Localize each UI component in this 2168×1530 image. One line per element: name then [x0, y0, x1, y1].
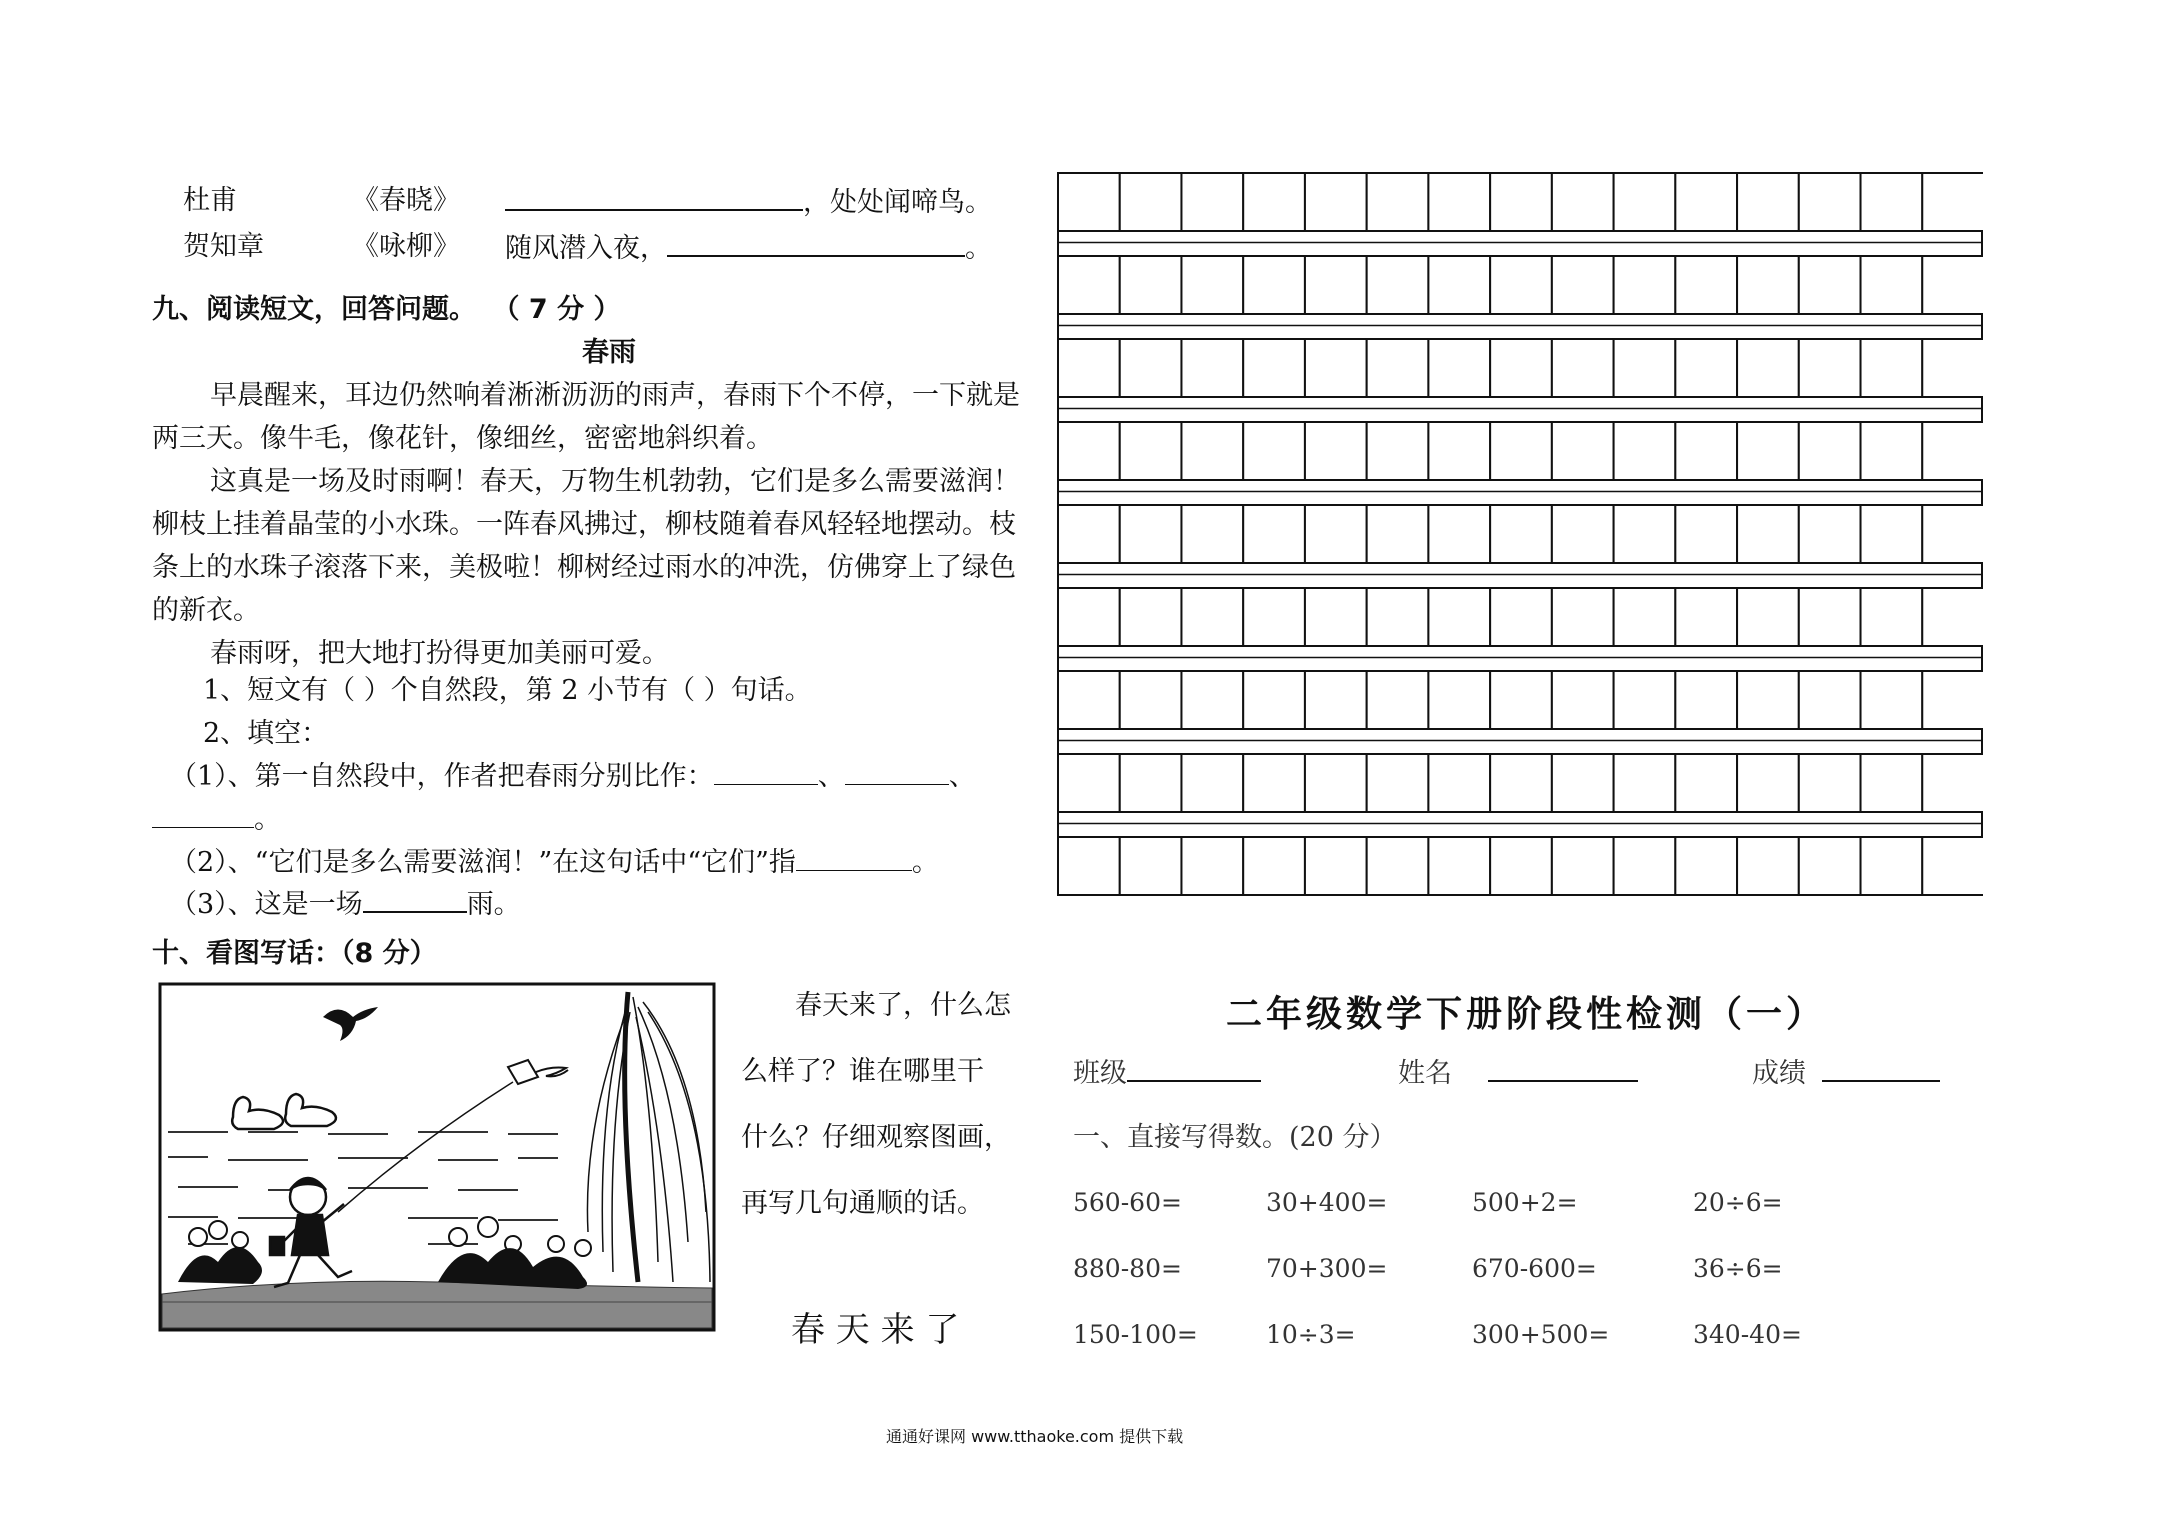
math-r3c1: 150-100= [1073, 1320, 1198, 1349]
grid-cell [1799, 256, 1861, 314]
grid-cell [1861, 837, 1923, 895]
grid-cell [1737, 754, 1799, 812]
math-r1c1: 560-60= [1073, 1188, 1182, 1217]
name-blank[interactable] [1488, 1054, 1638, 1082]
grid-cell [1243, 588, 1305, 646]
grid-cell [1552, 422, 1614, 480]
grid-cell [1243, 505, 1305, 563]
grid-cell [1922, 754, 1983, 812]
poem-author-1: 杜甫 [183, 185, 237, 216]
grid-cell [1675, 422, 1737, 480]
grid-cell [1614, 339, 1676, 397]
grid-cell [1861, 173, 1923, 231]
q2-1-end: 。 [254, 804, 281, 835]
grid-cell [1675, 505, 1737, 563]
grid-cell [1428, 505, 1490, 563]
q2-1-sep2: 、 [948, 761, 976, 792]
grid-cell [1799, 505, 1861, 563]
grid-cell [1367, 339, 1429, 397]
grid-cell [1120, 339, 1182, 397]
grid-cell [1799, 339, 1861, 397]
grid-cell [1367, 588, 1429, 646]
question-2-1-cont [152, 801, 281, 838]
poem-line-2 [505, 229, 992, 267]
grid-cell [1490, 422, 1552, 480]
passage-title: 春雨 [582, 337, 636, 368]
grid-cell [1243, 671, 1305, 729]
grid-cell [1367, 422, 1429, 480]
grid-cell [1305, 754, 1367, 812]
grid-cell [1058, 588, 1120, 646]
name-field [1398, 1054, 1638, 1092]
math-r3c2: 10÷3= [1266, 1320, 1356, 1349]
grid-cell [1614, 588, 1676, 646]
math-r2c1: 880-80= [1073, 1254, 1182, 1283]
q2-2-end: 。 [911, 847, 939, 878]
grid-cell [1243, 256, 1305, 314]
writing-prompt-line-4: 再写几句通顺的话。 [741, 1188, 984, 1219]
grid-cell [1737, 256, 1799, 314]
grid-cell [1428, 173, 1490, 231]
class-field [1073, 1054, 1261, 1092]
grid-cell [1305, 339, 1367, 397]
poem-title-1: 《春晓》 [352, 185, 460, 216]
grid-cell [1675, 173, 1737, 231]
section9-heading-text: 九、阅读短文，回答问题。 [152, 294, 476, 325]
grid-cell [1490, 671, 1552, 729]
grid-cell [1552, 256, 1614, 314]
math-r1c2: 30+400= [1266, 1188, 1388, 1217]
grid-cell [1737, 505, 1799, 563]
grid-cell [1861, 505, 1923, 563]
grid-cell [1490, 588, 1552, 646]
grid-cell [1428, 754, 1490, 812]
grid-cell [1428, 339, 1490, 397]
grid-cell [1490, 173, 1552, 231]
grid-cell [1490, 339, 1552, 397]
grid-cell [1675, 837, 1737, 895]
grid-cell [1490, 256, 1552, 314]
poem-blank-1[interactable] [505, 183, 992, 221]
math-r2c3: 670-600= [1472, 1254, 1597, 1283]
grid-cell [1181, 837, 1243, 895]
grid-cell [1737, 588, 1799, 646]
grid-cell [1614, 505, 1676, 563]
section10-heading: 十、看图写话：（8 分） [152, 938, 437, 969]
grid-cell [1428, 837, 1490, 895]
name-label: 姓名 [1398, 1058, 1452, 1089]
grid-cell [1058, 339, 1120, 397]
grid-cell [1243, 422, 1305, 480]
grid-cell [1305, 588, 1367, 646]
grid-cell [1614, 256, 1676, 314]
math-r1c4: 20÷6= [1693, 1188, 1783, 1217]
grid-cell [1428, 422, 1490, 480]
grid-cell [1181, 588, 1243, 646]
grid-cell [1799, 422, 1861, 480]
math-title: 二年级数学下册阶段性检测（一） [1226, 994, 1827, 1035]
grid-cell [1305, 837, 1367, 895]
grid-cell [1922, 837, 1983, 895]
q2-1-sep1: 、 [817, 761, 845, 792]
grid-cell [1861, 671, 1923, 729]
grid-cell [1367, 173, 1429, 231]
grid-cell [1367, 256, 1429, 314]
grid-cell [1120, 505, 1182, 563]
section9-heading [152, 292, 621, 328]
grid-cell [1181, 754, 1243, 812]
grid-cell [1675, 754, 1737, 812]
score-field [1752, 1054, 1940, 1092]
grid-cell [1120, 256, 1182, 314]
writing-grid[interactable] [1057, 172, 1983, 905]
grid-cell [1552, 671, 1614, 729]
grid-cell [1120, 671, 1182, 729]
writing-prompt-line-3: 什么？仔细观察图画， [741, 1122, 1011, 1153]
grid-cell [1737, 173, 1799, 231]
grid-cell [1861, 588, 1923, 646]
grid-cell [1799, 671, 1861, 729]
grid-cell [1675, 671, 1737, 729]
grid-cell [1243, 754, 1305, 812]
grid-cell [1181, 671, 1243, 729]
grid-cell [1120, 588, 1182, 646]
grid-cell [1305, 505, 1367, 563]
q2-1-blank-a[interactable] [714, 758, 818, 785]
math-r3c4: 340-40= [1693, 1320, 1802, 1349]
grid-cell [1861, 339, 1923, 397]
grid-cell [1861, 422, 1923, 480]
passage-p2: 这真是一场及时雨啊！春天，万物生机勃勃，它们是多么需要滋润！柳枝上挂着晶莹的小水珠。一阵春风拂过，柳枝随着春风轻轻地摆动。枝条上的水珠子滚落下来，美极啦！柳树经过雨水的冲洗，仿佛穿上了绿色的新衣。 [152, 466, 1020, 626]
grid-cell [1737, 671, 1799, 729]
footer: 通通好课网 www.tthaoke.com 提供下载 [886, 1427, 1184, 1446]
question-1: 1、短文有（ ）个自然段，第 2 小节有（ ）句话。 [203, 675, 812, 706]
grid-cell [1305, 256, 1367, 314]
spring-illustration [158, 982, 716, 1332]
grid-cell [1181, 173, 1243, 231]
grid-cell [1367, 505, 1429, 563]
math-r1c3: 500+2= [1472, 1188, 1578, 1217]
grid-cell [1058, 754, 1120, 812]
grid-cell [1243, 173, 1305, 231]
grid-cell [1058, 837, 1120, 895]
q2-3-end: 雨。 [466, 889, 521, 920]
poem-author-2: 贺知章 [183, 231, 264, 262]
grid-cell [1428, 671, 1490, 729]
grid-cell [1305, 173, 1367, 231]
question-2-3 [170, 885, 521, 923]
poem-line-2-before: 随风潜入夜， [505, 233, 667, 264]
grid-cell [1614, 422, 1676, 480]
passage-p3: 春雨呀，把大地打扮得更加美丽可爱。 [210, 638, 669, 669]
grid-cell [1367, 754, 1429, 812]
grid-cell [1490, 505, 1552, 563]
q2-2-blank[interactable] [796, 844, 912, 871]
math-section-1: 一、直接写得数。(20 分） [1073, 1122, 1397, 1153]
writing-prompt-line-1: 春天来了，什么怎 [795, 990, 1011, 1021]
grid-cell [1490, 754, 1552, 812]
grid-cell [1120, 173, 1182, 231]
grid-cell [1799, 837, 1861, 895]
q2-1-text: （1）、第一自然段中，作者把春雨分别比作： [170, 761, 714, 792]
grid-cell [1799, 754, 1861, 812]
grid-cell [1922, 588, 1983, 646]
poem-blank-2[interactable] [667, 229, 965, 257]
grid-cell [1675, 588, 1737, 646]
writing-prompt-line-2: 么样了？谁在哪里干 [741, 1056, 984, 1087]
section9-score: （ 7 分 ） [506, 294, 621, 325]
question-2-1 [170, 758, 976, 795]
grid-cell [1799, 588, 1861, 646]
grid-cell [1120, 754, 1182, 812]
q2-1-blank-c[interactable] [152, 801, 254, 828]
math-r2c2: 70+300= [1266, 1254, 1388, 1283]
grid-cell [1367, 837, 1429, 895]
grid-cell [1552, 173, 1614, 231]
grid-cell [1428, 256, 1490, 314]
grid-cell [1367, 671, 1429, 729]
grid-cell [1922, 173, 1983, 231]
poem-line-1-after: ，处处闻啼鸟。 [803, 187, 992, 218]
grid-cell [1181, 422, 1243, 480]
writing-title: 春 天 来 了 [791, 1310, 960, 1350]
grid-cell [1675, 256, 1737, 314]
poem-line-2-after: 。 [965, 233, 992, 264]
grid-cell [1861, 256, 1923, 314]
grid-cell [1305, 671, 1367, 729]
grid-cell [1181, 256, 1243, 314]
grid-cell [1614, 671, 1676, 729]
grid-cell [1614, 837, 1676, 895]
grid-cell [1922, 339, 1983, 397]
grid-cell [1737, 339, 1799, 397]
class-blank[interactable] [1127, 1054, 1261, 1082]
q2-3-text: （3）、这是一场 [170, 889, 363, 920]
grid-cell [1799, 173, 1861, 231]
q2-3-blank[interactable] [363, 885, 467, 913]
class-label: 班级 [1073, 1058, 1127, 1089]
grid-cell [1552, 754, 1614, 812]
math-r3c3: 300+500= [1472, 1320, 1610, 1349]
grid-cell [1181, 339, 1243, 397]
q2-2-text: （2）、“它们是多么需要滋润！”在这句话中“它们”指 [170, 847, 796, 878]
grid-cell [1058, 173, 1120, 231]
grid-cell [1922, 256, 1983, 314]
grid-cell [1120, 837, 1182, 895]
q2-1-blank-b[interactable] [845, 758, 949, 785]
grid-cell [1614, 754, 1676, 812]
grid-cell [1675, 339, 1737, 397]
grid-cell [1058, 422, 1120, 480]
score-blank[interactable] [1822, 1054, 1940, 1082]
grid-cell [1737, 422, 1799, 480]
grid-cell [1861, 754, 1923, 812]
grid-cell [1243, 837, 1305, 895]
grid-cell [1922, 671, 1983, 729]
grid-cell [1120, 422, 1182, 480]
grid-cell [1552, 339, 1614, 397]
grid-cell [1428, 588, 1490, 646]
grid-cell [1305, 422, 1367, 480]
grid-cell [1922, 422, 1983, 480]
question-2: 2、填空： [203, 718, 329, 749]
grid-cell [1490, 837, 1552, 895]
grid-cell [1243, 339, 1305, 397]
poem-title-2: 《咏柳》 [352, 231, 460, 262]
grid-cell [1058, 256, 1120, 314]
grid-cell [1181, 505, 1243, 563]
grid-cell [1552, 588, 1614, 646]
grid-cell [1058, 671, 1120, 729]
math-r2c4: 36÷6= [1693, 1254, 1783, 1283]
grid-cell [1552, 837, 1614, 895]
grid-cell [1552, 505, 1614, 563]
grid-cell [1922, 505, 1983, 563]
passage-p1: 早晨醒来，耳边仍然响着淅淅沥沥的雨声，春雨下个不停，一下就是两三天。像牛毛，像花针，像细丝，密密地斜织着。 [152, 380, 1020, 454]
question-2-2 [170, 844, 939, 881]
grid-cell [1058, 505, 1120, 563]
score-label: 成绩 [1752, 1058, 1806, 1089]
grid-cell [1737, 837, 1799, 895]
grid-cell [1614, 173, 1676, 231]
